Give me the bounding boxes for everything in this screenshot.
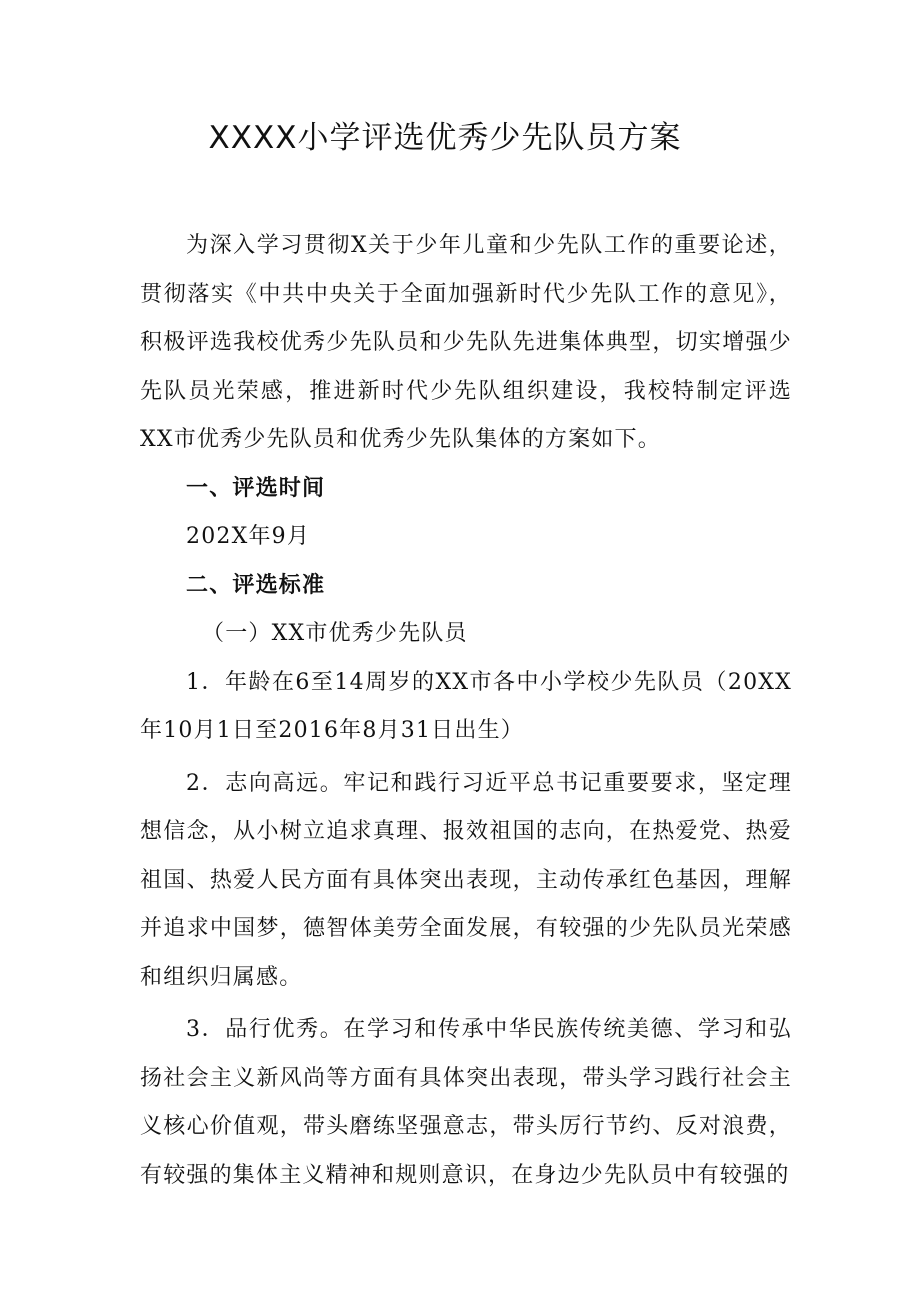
section2-subheading: （一）XX市优秀少先队员 xyxy=(202,621,468,646)
section1-heading: 一、评选时间 xyxy=(186,475,326,501)
criteria-item-1: 1．年龄在6至14周岁的XX市各中小学校少先队员（20XX年10月1日至2016年8月31日出生） xyxy=(140,669,792,743)
criteria-item-3: 3．品行优秀。在学习和传承中华民族传统美德、学习和弘扬社会主义新风尚等方面有具体突出表现，带头学习践行社会主义核心价值观，带头磨练坚强意志，带头厉行节约、反对浪费，有较强的集体主义精神和规则意识，在身边少先队员中有较强的 xyxy=(140,1017,792,1188)
intro-paragraph: 为深入学习贯彻X关于少年儿童和少先队工作的重要论述，贯彻落实《中共中央关于全面加强新时代少先队工作的意见》，积极评选我校优秀少先队员和少先队先进集体典型，切实增强少先队员光荣感，推进新时代少先队组织建设，我校特制定评选XX市优秀少先队员和优秀少先队集体的方案如下。 xyxy=(140,233,792,452)
criteria-item-2: 2．志向高远。牢记和践行习近平总书记重要要求，坚定理想信念，从小树立追求真理、报效祖国的志向，在热爱党、热爱祖国、热爱人民方面有具体突出表现，主动传承红色基因，理解并追求中国梦，德智体美劳全面发展，有较强的少先队员光荣感和组织归属感。 xyxy=(140,770,792,990)
section1-content: 202X年9月 xyxy=(186,524,311,549)
document-title: XXXX小学评选优秀少先队员方案 xyxy=(208,120,682,156)
document-body xyxy=(140,222,792,1200)
section2-heading: 二、评选标准 xyxy=(186,572,326,598)
